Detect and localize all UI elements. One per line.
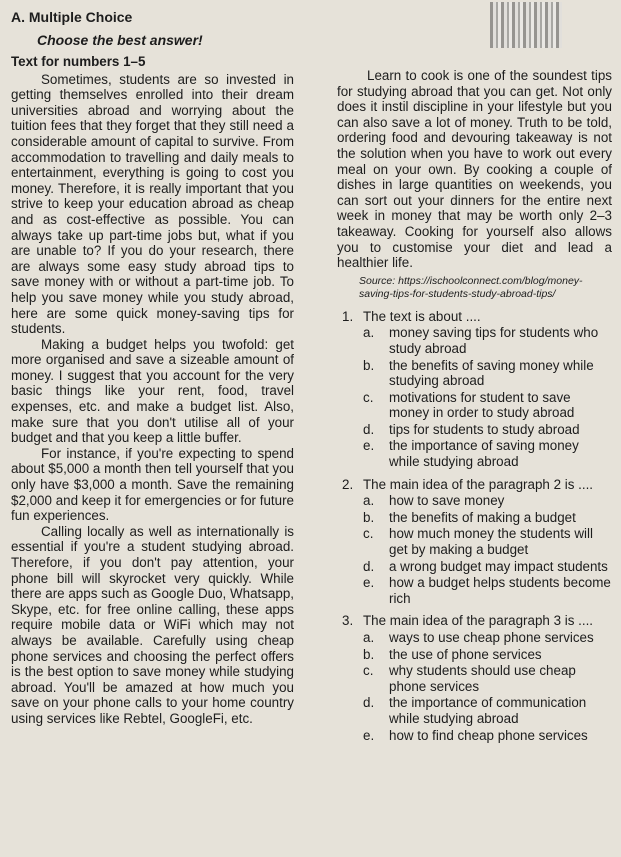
answer-option[interactable] [363,493,612,509]
option-letter: e. [363,727,375,743]
question-number: 3. [342,613,354,629]
passage-left-column [11,54,294,727]
option-letter: a. [363,325,375,341]
qr-code-image [490,2,562,48]
option-letter: a. [363,630,375,645]
option-letter: c. [363,526,374,542]
answer-option[interactable] [363,695,612,726]
section-heading: A. Multiple Choice [11,9,133,25]
option-letter: d. [363,558,375,574]
question-number: 1. [342,308,354,324]
answer-option[interactable] [363,575,612,606]
answer-option[interactable] [363,647,612,663]
option-text: how much money the students will get by making a budget [389,526,593,558]
option-text: the benefits of saving money while studying abroad [389,357,594,389]
option-letter: b. [363,357,375,373]
passage-paragraph-5: Learn to cook is one of the soundest tips for studying abroad that you can get. Not only does it instil discipline in your lifestyle but you can also save a lot of money. Truth to be told, ordering food and devouring takeaway is not the solution when you have to work out every meal on your own. By cooking a couple of dishes in large quantities on weekends, you can sort out your dinners for the entire next week in money that may be worth only 2–3 takeaway. Cooking for yourself also allows you to customise your diet and lead a healthier life. [337,68,612,271]
option-letter: d. [363,421,375,437]
question-number: 2. [342,476,354,492]
passage-paragraph-3: For instance, if you're expecting to spend about $5,000 a month then tell yourself that you only have $3,000 a month. Save the remaining $2,000 and keep it for emergencies or for future fun experiences. [11,445,294,524]
option-text: ways to use cheap phone services [389,630,594,645]
answer-option[interactable] [363,526,612,557]
answer-option[interactable] [363,358,612,389]
option-text: the importance of communication while studying abroad [389,695,587,726]
passage-paragraph-1: Sometimes, students are so invested in getting themselves enrolled into their dream universities abroad and worrying about the tuition fees that they forget that they still need a considerable amount of capital to survive. From accommodation to travelling and daily meals to entertainment, everything is going to cost you money. Therefore, it is really important that you strive to keep your education abroad as cheap and as cost-effective as possible. You can always take up part-time jobs but, what if you are unable to? If you do your research, there are always some easy study abroad tips to save money with or without a part-time job. To help you save money while you study abroad, here are some quick money-saving tips for students. [11,71,294,337]
answer-option[interactable] [363,630,612,646]
answer-option[interactable] [363,510,612,526]
option-letter: b. [363,509,375,525]
option-text: the use of phone services [389,646,542,662]
option-text: the importance of saving money while studying abroad [389,438,579,470]
question-1-options [337,325,612,469]
passage-paragraph-4: Calling locally as well as internationally is essential if you're a student studying abroad. Therefore, if you don't pay attention, your phone bill will skyrocket very quickly. While there are apps such as Google Duo, Whatsapp, Skype, etc. for free online calling, these apps require mobile data or WiFi which may not always be available. Carefully using cheap phone services and choosing the perfect offers is the best option to save money while studying abroad. You'll be amazed at how much you save on your phone calls to your home country using services like Rebtel, GoogleFi, etc. [11,523,294,726]
passage-right-column [337,68,612,743]
answer-option[interactable] [363,559,612,575]
question-stem: The main idea of the paragraph 2 is .... [363,476,594,492]
question-3-options [337,630,612,743]
answer-option[interactable] [363,438,612,469]
answer-option[interactable] [363,663,612,694]
passage-paragraph-2: Making a budget helps you twofold: get more organised and save a sizeable amount of money. I suggest that you account for the very basic things like your rent, food, travel expenses, etc. and make a budget list. Also, make sure that you don't utilise all of your budget and that you keep a little buffer. [11,336,294,446]
question-3 [337,613,612,629]
option-text: motivations for student to save money in order to study abroad [389,389,575,421]
passage-title: Text for numbers 1–5 [11,54,146,69]
option-letter: a. [363,493,375,509]
passage-source: Source: https://ischoolconnect.com/blog/money-saving-tips-for-students-study-abroad-tips/ [359,274,583,300]
question-2-options [337,493,612,606]
answer-option[interactable] [363,325,612,356]
question-2 [337,477,612,493]
option-text: how to save money [389,493,505,509]
question-stem: The main idea of the paragraph 3 is .... [363,613,594,629]
option-letter: b. [363,646,375,662]
option-letter: c. [363,663,374,679]
option-text: the benefits of making a budget [389,509,576,525]
option-text: tips for students to study abroad [389,421,580,437]
answer-option[interactable] [363,728,612,744]
option-letter: e. [363,438,375,454]
option-letter: d. [363,695,375,711]
option-letter: e. [363,575,375,591]
option-text: money saving tips for students who study abroad [389,325,599,356]
option-text: a wrong budget may impact students [389,558,608,574]
option-text: why students should use cheap phone services [389,663,576,694]
option-letter: c. [363,389,374,405]
instruction-heading: Choose the best answer! [37,32,203,48]
question-1 [337,309,612,325]
option-text: how to find cheap phone services [389,727,588,743]
option-text: how a budget helps students become rich [389,575,611,606]
answer-option[interactable] [363,390,612,421]
answer-option[interactable] [363,422,612,438]
question-stem: The text is about .... [363,308,481,324]
